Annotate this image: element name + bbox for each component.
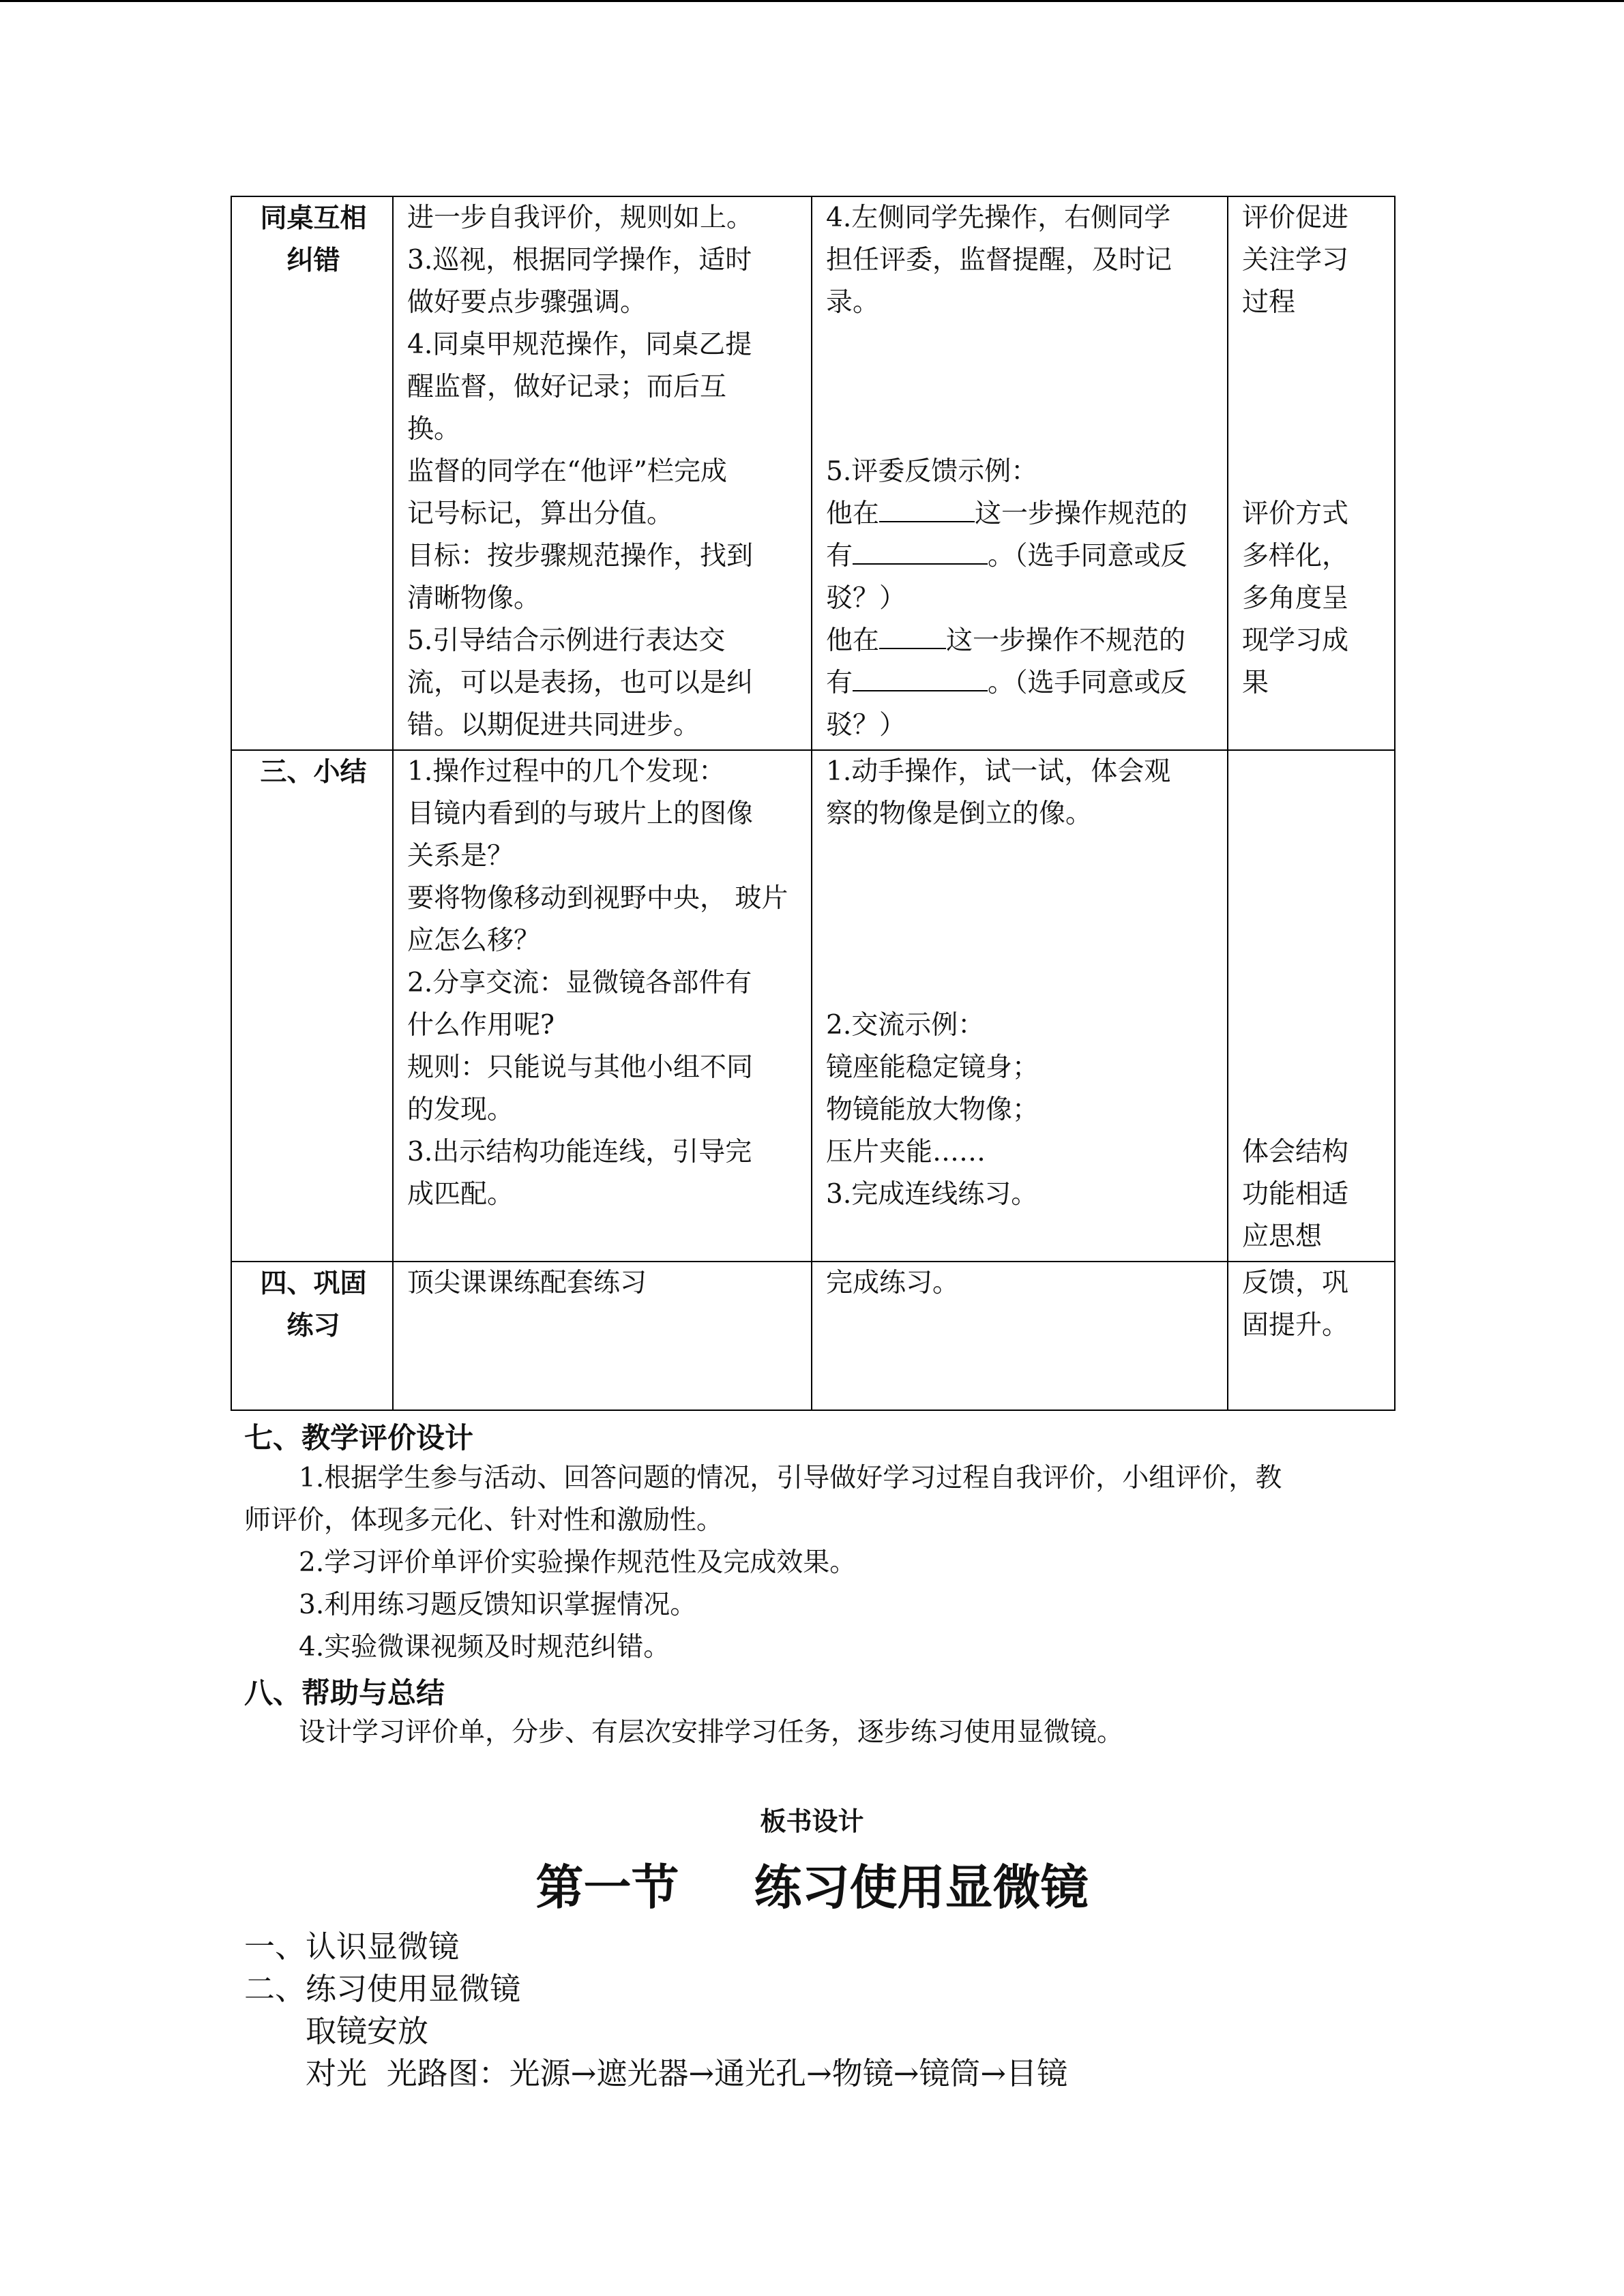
- intent-text: 果: [1242, 668, 1269, 698]
- intent-text: 反馈，巩: [1242, 1268, 1349, 1298]
- teacher-text: 成匹配。: [407, 1179, 514, 1210]
- teacher-text: 规则：只能说与其他小组不同: [407, 1052, 754, 1083]
- board-design-caption: 板书设计: [760, 1806, 864, 1836]
- teacher-text: 关系是？: [407, 841, 514, 871]
- teacher-text: 监督的同学在“他评”栏完成: [407, 456, 727, 487]
- student-text: 录。: [826, 287, 880, 318]
- section-8-heading: 八、帮助与总结: [244, 1676, 445, 1710]
- stage-label: 三、小结: [260, 756, 367, 788]
- intent-text: 评价方式: [1242, 498, 1349, 529]
- teacher-text: 要将物像移动到视野中央， 玻片应怎么移？: [407, 883, 788, 956]
- student-text: 物镜能放大物像；: [826, 1094, 1039, 1125]
- table-row: [231, 196, 1395, 750]
- intent-text: 功能相适: [1242, 1179, 1349, 1210]
- feedback-line: [826, 493, 1216, 535]
- intent-text: 固提升。: [1242, 1310, 1349, 1341]
- feedback-text: 这一步操作规范的: [975, 498, 1188, 529]
- stage-label: 同桌互相: [260, 203, 367, 234]
- design-intent-cell: [1228, 196, 1395, 750]
- fill-blank: [879, 494, 975, 522]
- feedback-line: [826, 535, 1216, 578]
- student-activity-cell: [812, 750, 1228, 1262]
- teacher-text: 清晰物像。: [407, 583, 541, 614]
- teacher-text: 目镜内看到的与玻片上的图像: [407, 799, 754, 829]
- section-7-heading: 七、教学评价设计: [244, 1421, 474, 1455]
- intent-text: 多样化，: [1242, 541, 1349, 571]
- teacher-text: 醒监督，做好记录；而后互: [407, 372, 727, 402]
- teacher-text: 目标：按步骤规范操作，找到: [407, 541, 754, 571]
- teacher-activity-cell: [393, 1262, 812, 1410]
- teacher-text: 的发现。: [407, 1094, 514, 1125]
- student-text: 镜座能稳定镜身；: [826, 1052, 1039, 1083]
- teacher-text: 3.巡视，根据同学操作，适时: [407, 245, 752, 275]
- intent-text: 体会结构: [1242, 1137, 1349, 1167]
- teacher-text: 什么作用呢?: [407, 1010, 555, 1041]
- teacher-text: 进一步自我评价，规则如上。: [407, 203, 754, 233]
- intent-text: 关注学习: [1242, 245, 1349, 275]
- feedback-example-title: 5.评委反馈示例：: [826, 456, 1038, 487]
- page-top-border: [0, 0, 1624, 2]
- student-text: 压片夹能……: [826, 1137, 986, 1167]
- section-7-paragraph: 师评价，体现多元化、针对性和激励性。: [244, 1505, 724, 1536]
- feedback-text: 这一步操作不规范的: [946, 625, 1186, 656]
- stage-label: 练习: [286, 1310, 340, 1341]
- section-7-paragraph: 3.利用练习题反馈知识掌握情况。: [299, 1590, 697, 1620]
- student-text: 担任评委，监督提醒，及时记: [826, 245, 1172, 275]
- section-7-paragraph: 4.实验微课视频及时规范纠错。: [299, 1632, 670, 1663]
- teacher-text: 记号标记，算出分值。: [407, 498, 674, 529]
- intent-text: 评价促进: [1242, 203, 1349, 233]
- teacher-text: 换。: [407, 414, 461, 445]
- board-line: 一、认识显微镜: [244, 1928, 460, 1965]
- student-text: 4.左侧同学先操作，右侧同学: [826, 203, 1171, 233]
- student-text: 3.完成连线练习。: [826, 1179, 1038, 1210]
- feedback-text: 有: [826, 668, 853, 698]
- teacher-text: 流，可以是表扬，也可以是纠: [407, 668, 754, 698]
- fill-blank: [853, 536, 988, 565]
- table-row: [231, 1262, 1395, 1410]
- intent-text: 应思想: [1242, 1221, 1323, 1252]
- fill-blank: [879, 621, 946, 649]
- intent-text: 过程: [1242, 287, 1296, 318]
- section-7-body: [244, 1457, 1376, 1669]
- section-8-paragraph: 设计学习评价单，分步、有层次安排学习任务，逐步练习使用显微镜。: [299, 1717, 1124, 1748]
- feedback-text: 。（选手同意或反: [988, 541, 1187, 571]
- teacher-activity-cell: [393, 196, 812, 750]
- feedback-text: 有: [826, 541, 853, 571]
- teacher-text: 做好要点步骤强调。: [407, 287, 647, 318]
- teacher-activity-cell: [393, 750, 812, 1262]
- intent-text: 现学习成: [1242, 625, 1349, 656]
- teacher-text: 顶尖课课练配套练习: [407, 1268, 647, 1298]
- stage-label: 纠错: [286, 245, 340, 276]
- section-7-paragraph: 2.学习评价单评价实验操作规范性及完成效果。: [299, 1547, 857, 1578]
- design-intent-cell: [1228, 1262, 1395, 1410]
- student-text: 2.交流示例：: [826, 1010, 985, 1041]
- stage-label: 四、巩固: [260, 1268, 367, 1299]
- intent-text: 多角度呈: [1242, 583, 1349, 614]
- teacher-text: 3.出示结构功能连线，引导完: [407, 1137, 752, 1167]
- lesson-plan-table: [231, 196, 1396, 1411]
- feedback-text: 他在: [826, 498, 880, 529]
- stage-cell: [231, 196, 393, 750]
- feedback-text: 驳？）: [826, 710, 906, 741]
- table-row: [231, 750, 1395, 1262]
- teacher-text: 错。以期促进共同进步。: [407, 710, 700, 741]
- board-title-part: 练习使用显微镜: [754, 1859, 1089, 1915]
- student-activity-cell: [812, 1262, 1228, 1410]
- board-line: 对光 光路图：光源→遮光器→通光孔→物镜→镜筒→目镜: [306, 2055, 1068, 2091]
- feedback-text: 。（选手同意或反: [988, 668, 1187, 698]
- teacher-text: 2.分享交流：显微镜各部件有: [407, 968, 752, 998]
- board-line: 二、练习使用显微镜: [244, 1971, 521, 2007]
- student-text: 完成练习。: [826, 1268, 960, 1298]
- teacher-text: 4.同桌甲规范操作，同桌乙提: [407, 329, 752, 360]
- teacher-text: 1.操作过程中的几个发现：: [407, 756, 726, 787]
- student-text: 1.动手操作，试一试，体会观: [826, 756, 1171, 787]
- stage-cell: [231, 1262, 393, 1410]
- feedback-text: 他在: [826, 625, 880, 656]
- stage-cell: [231, 750, 393, 1262]
- design-intent-cell: [1228, 750, 1395, 1262]
- board-line: 取镜安放: [306, 2013, 429, 2049]
- teacher-text: 5.引导结合示例进行表达交: [407, 625, 726, 656]
- fill-blank: [853, 663, 988, 691]
- section-8-body: [244, 1712, 1376, 1754]
- board-title: [0, 1849, 1624, 1918]
- student-activity-cell: [812, 196, 1228, 750]
- feedback-line: [826, 620, 1216, 662]
- feedback-line: [826, 662, 1216, 704]
- section-7-paragraph: 1.根据学生参与活动、回答问题的情况，引导做好学习过程自我评价，小组评价，教: [299, 1463, 1282, 1493]
- board-title-part: 第一节: [535, 1859, 679, 1915]
- student-text: 察的物像是倒立的像。: [826, 799, 1093, 829]
- feedback-text: 驳？）: [826, 583, 906, 614]
